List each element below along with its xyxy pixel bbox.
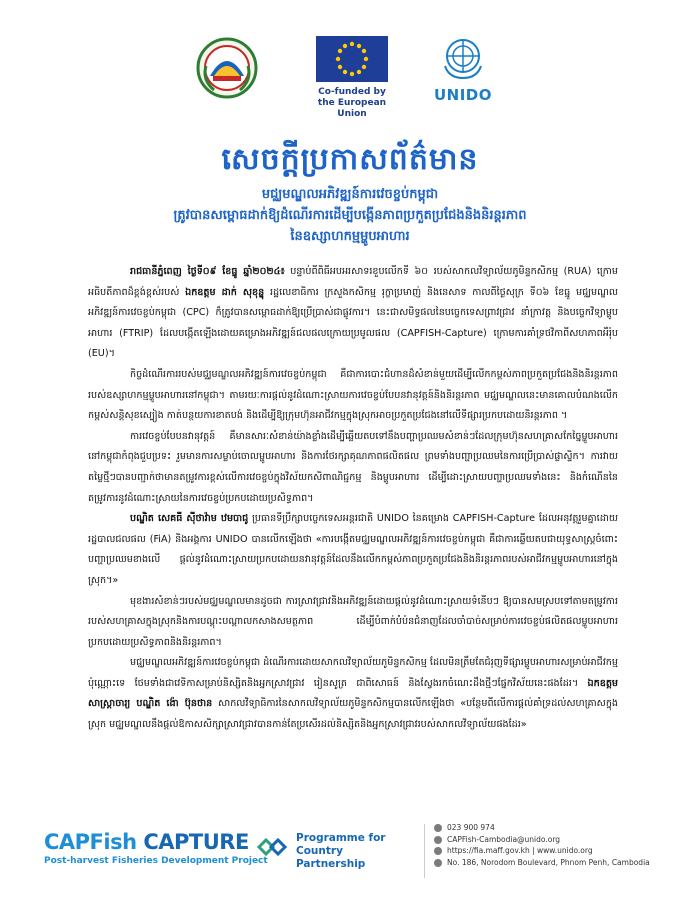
pcp-text (296, 832, 406, 871)
capfish-wordmark (44, 830, 268, 854)
email-icon (434, 836, 442, 844)
eu-caption-line2: the European Union (317, 98, 387, 119)
contact-info (434, 822, 684, 868)
paragraph-3: ការវេចខ្ចប់បែបនវានុវត្តន៍ គឺមានសារៈសំខាន់យ៉ាងខ្លាំងដើម្បីឆ្លើយតបទៅនឹងបញ្ហាប្រឈមសំខាន់ៗដែលក្រុមហ៊ុនសហគ្រាសកែច្នៃម្ហូបអាហារនៅកម្ពុជាកំពុងជួបប្រទះ រួមមានការសម្លាប់ចោលម្ហូបអាហារ និងការថែរក្សាគុណភាពផលិតផល ព្រមទាំងបញ្ហាប្រឈមនៃការប្រើប្រាស់ផ្លាស្ទិក។ ការវាយតម្លៃថ្មីៗបានបញ្ជាក់ថាមានតម្រូវការខ្ពស់លើការវេចខ្ចប់ក្នុងវិស័យកសិពាណិជ្ជកម្ម និងម្ហូបអាហារ ដើម្បីដោះស្រាយបញ្ហាប្រឈមទាំងនេះ និងកំណើននៃតម្រូវការនូវដំណោះស្រាយនៃការវេចខ្ចប់ប្រកបដោយប្រសិទ្ធភាព។ (88, 430, 618, 504)
phone-text: 023 900 974 (447, 823, 495, 832)
paragraph-5: មុខងារសំខាន់ៗរបស់មជ្ឈមណ្ឌលមានដូចជា ការស្រាវជ្រាវនិងអភិវឌ្ឍន៍ដោយផ្តល់នូវដំណោះស្រាយទំនើបៗ ឱ្យបានសមស្របទៅតាមតម្រូវការរបស់សហគ្រាសក្នុងស្រុកនិងការបណ្តុះបណ្តាលកសាងសមត្ថភាព ដើម្បីបំពាក់បំប៉នជំនាញដែលចាំបាច់សម្រាប់ការវេចខ្ចប់ផលិតផលម្ហូបអាហារប្រកបដោយប្រសិទ្ធភាពនិងនិរន្តរភាព។ (88, 595, 618, 648)
contact-email[interactable] (434, 834, 684, 846)
unido-wordmark: UNIDO (433, 86, 493, 104)
phone-icon (434, 824, 442, 832)
headline-line3: នៃឧស្សាហកម្មម្ហូបអាហារ (290, 229, 410, 244)
partner-logos (0, 32, 700, 119)
headline (90, 184, 610, 247)
contact-web[interactable] (434, 845, 684, 857)
pcp-chain-icon (256, 836, 290, 858)
email-link[interactable]: CAPFish-Cambodia@unido.org (447, 834, 561, 844)
web-link[interactable]: https://fia.maff.gov.kh | www.unido.org (447, 846, 593, 855)
eu-logo (313, 36, 391, 134)
capfish-wordmark-a: CAPFish (44, 830, 137, 854)
speaker-name: បណ្ឌិត សេគធី ស៊ីថាវ៉ាម ឋមបាជូ (130, 513, 249, 525)
globe-icon (434, 847, 442, 855)
pcp-line1: Programme for (296, 832, 386, 844)
speaker-name: ឯកឧត្តម សាស្ត្រាចារ្យ បណ្ឌិត ង៉ោ ប៊ុនថាន (88, 677, 618, 710)
footer (0, 822, 700, 882)
paragraph-1-text-a: បន្ទាប់ពីពិធីអបអរសាទរខួបលើកទី ៦០ របស់សាកលវិទ្យាល័យភូមិន្ទកសិកម្ម (RUA) ក្រោមអធិបតីភាពដ៏ខ្ពង់ខ្ពស់របស់ (88, 266, 618, 298)
paragraph-6-text-a: មជ្ឈមណ្ឌលអភិវឌ្ឍន៍ការវេចខ្ចប់កម្ពុជា ដំណើរការដោយសាកលវិទ្យាល័យភូមិន្ទកសិកម្ម ដែលមិនត្រឹមតែជំរុញទីផ្សារម្ហូបអាហារសម្រាប់អាជីវកម្មប៉ុណ្ណោះទេ ថែមទាំងជាវេទិកាសម្រាប់និស្សិតនិងអ្នកស្រាវជ្រាវ រៀនសូត្រ ជាពិសោធន៍ និងស្វែងរកចំណេះដឹងថ្មីៗផ្នែកវិស័យនេះផងដែរ។ (88, 657, 618, 689)
contact-address (434, 857, 684, 869)
paragraph-1 (88, 262, 618, 365)
capfish-wordmark-b: CAPTURE (136, 830, 249, 854)
address-text: No. 186, Norodom Boulevard, Phnom Penh, Cambodia (447, 857, 650, 867)
dateline: រាជធានីភ្នំពេញ ថ្ងៃទី០៩ ខែធ្នូ ឆ្នាំ២០២៤៖ (130, 266, 285, 277)
eu-caption (313, 87, 391, 120)
capfish-logo (44, 830, 268, 866)
contact-phone (434, 822, 684, 834)
eu-flag-icon (316, 36, 388, 82)
rua-emblem-icon (196, 36, 258, 100)
paragraph-4 (88, 509, 618, 591)
capfish-tagline: Post-harvest Fisheries Development Project (44, 856, 268, 866)
headline-line1: មជ្ឈមណ្ឌលអភិវឌ្ឍន៍ការវេចខ្ចប់កម្ពុជា (261, 187, 439, 202)
eu-caption-line1: Co-funded by (318, 87, 386, 97)
paragraph-4-text: ប្រធានទីប្រឹក្សាបច្ចេកទេសអន្តរជាតិ UNIDO នៃគម្រោង CAPFISH-Capture ដែលអនុវត្តរួមគ្នាដោយរដ្ឋបាលជលផល (FiA) និងអង្គការ UNIDO បានលើកឡើងថា «ការបង្កើតមជ្ឈមណ្ឌលអភិវឌ្ឍន៍ការវេចខ្ចប់កម្ពុជា គឺជាការឆ្លើយតបជាយុទ្ធសាស្ត្រចំពោះបញ្ហាប្រឈមខាងលើ ផ្តល់នូវដំណោះស្រាយប្រកបដោយនវានុវត្តន៍ដែលនឹងលើកកម្ពស់ភាពប្រកួតប្រជែងនិងនិរន្តរភាពរបស់អាជីវកម្មម្ហូបអាហារនៅក្នុងស្រុក។» (88, 513, 618, 586)
un-globe-icon (439, 36, 487, 80)
page-title: សេចក្តីប្រកាសព័ត៌មាន (221, 142, 479, 177)
footer-divider (424, 824, 425, 878)
paragraph-6 (88, 653, 618, 735)
paragraph-2: កិច្ចដំណើរការរបស់មជ្ឈមណ្ឌលអភិវឌ្ឍន៍ការវេចខ្ចប់កម្ពុជា គឺជាការបោះជំហានដ៏សំខាន់មួយដើម្បីលើកកម្ពស់ភាពប្រកួតប្រជែងនិងនិរន្តរភាពរបស់ឧស្សាហកម្មម្ហូបអាហារនៅកម្ពុជា។ តាមរយៈការផ្តល់នូវដំណោះស្រាយការវេចខ្ចប់បែបនវានុវត្តន៍និងនិរន្តរភាព មជ្ឈមណ្ឌលនេះមានគោលបំណងលើកកម្ពស់សន្តិសុខស្បៀង កាត់បន្ថយការខាតបង់ និងដើម្បីឱ្យក្រុមហ៊ុនអាជីវកម្មក្នុងស្រុកអាចប្រកួតប្រជែងនៅលើទីផ្សារប្រកបដោយនិរន្តរភាព ។ (88, 368, 618, 422)
paragraph-1-text-b: រដ្ឋលេខាធិការ ក្រសួងកសិកម្ម រុក្ខាប្រមាញ់ និងនេសាទ កាលពីថ្ងៃសុក្រ ទី០៦ ខែធ្នូ មជ្ឈមណ្ឌលអភិវឌ្ឍន៍ការវេចខ្ចប់កម្ពុជា (CPC) ក៏ត្រូវបានសម្ពោធដាក់ឱ្យប្រើប្រាស់ជាផ្លូវការ។ នេះជាសមិទ្ធផលនៃបច្ចេកទេសព្រាវជ្រាវ នាំក្រាវត្ត និងបច្ចេកវិទ្យាម្ហូបអាហារ (FTRIP) ដែលបង្កើតឡើងដោយគម្រោងអភិវឌ្ឍន៍ជលផលក្រោយប្រមូលផល (CAPFISH-Capture) ក្រោមការគាំទ្រថវិកាពីសហភាពអឺរ៉ុប (EU)។ (88, 286, 618, 360)
article-body (88, 262, 618, 736)
pcp-line2: Country Partnership (296, 845, 366, 870)
speaker-name: ឯកឧត្តម ដាក់ សុខុន្ឌុ (185, 286, 265, 298)
headline-line2: ត្រូវបានសម្ពោធដាក់ឱ្យដំណើរការដើម្បីបង្កើនភាពប្រកួតប្រជែងនិងនិរន្តរភាព (173, 208, 527, 223)
unido-logo (428, 36, 498, 116)
location-pin-icon (434, 859, 442, 867)
paragraph-6-text-b: សាកលវិទ្យាធិការនៃសាកលវិទ្យាល័យភូមិន្ទកសិកម្មបានលើកឡើងថា «បន្ថែមពីលើការផ្តល់គាំទ្រដល់សហគ្រាសក្នុងស្រុក មជ្ឈមណ្ឌលនឹងផ្តល់ឱកាសសិក្សាស្រាវជ្រាវបានកាន់តែប្រសើរដល់និស្សិតនិងអ្នកស្រាវជ្រាវរបស់សាកលវិទ្យាល័យផងដែរ» (88, 698, 619, 731)
